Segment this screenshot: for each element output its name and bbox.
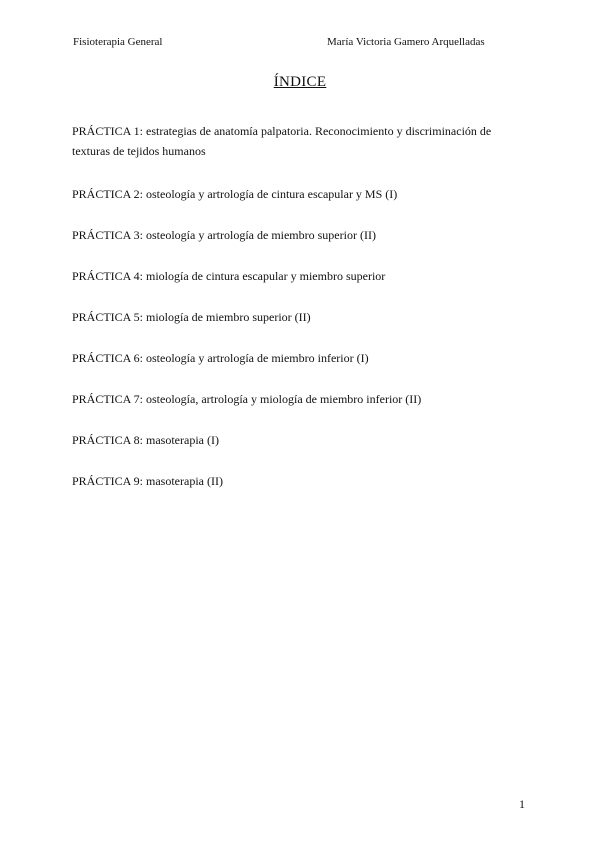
toc-item-practica-3: PRÁCTICA 3: osteología y artrología de miembro superior (II) [72,228,376,242]
toc-item-practica-2: PRÁCTICA 2: osteología y artrología de cintura escapular y MS (I) [72,187,398,201]
page-number: 1 [519,797,525,811]
toc-item-practica-9: PRÁCTICA 9: masoterapia (II) [72,474,223,488]
index-title: ÍNDICE [273,74,327,90]
toc-item-practica-1: PRÁCTICA 1: estrategias de anatomía palpatoria. Reconocimiento y discriminación de texturas de tejidos humanos [72,124,492,158]
table-of-contents [72,121,532,512]
toc-item-practica-4: PRÁCTICA 4: miología de cintura escapular y miembro superior [72,269,386,283]
toc-item-practica-5: PRÁCTICA 5: miología de miembro superior (II) [72,310,311,324]
toc-item-practica-6: PRÁCTICA 6: osteología y artrología de miembro inferior (I) [72,351,369,365]
header-subject: Fisioterapia General [73,36,163,48]
toc-item-practica-8: PRÁCTICA 8: masoterapia (I) [72,433,219,447]
header-author: María Victoria Gamero Arquelladas [327,36,485,48]
toc-item-practica-7: PRÁCTICA 7: osteología, artrología y miología de miembro inferior (II) [72,392,422,406]
